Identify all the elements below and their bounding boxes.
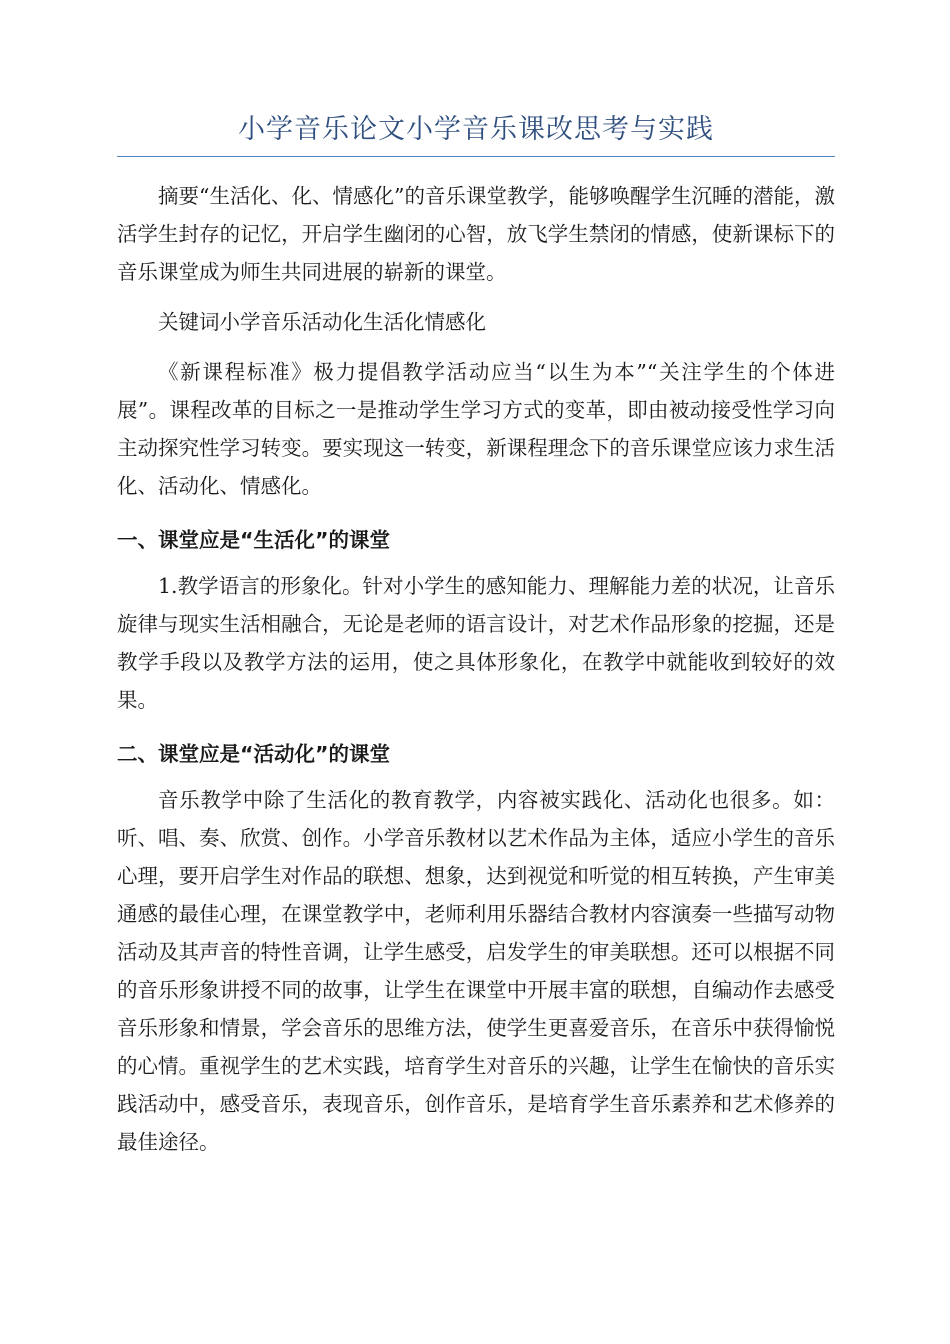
keywords-paragraph: 关键词小学音乐活动化生活化情感化 — [158, 310, 486, 334]
section-2-heading: 二、课堂应是“活动化”的课堂 — [117, 742, 390, 766]
intro-paragraph: 《新课程标准》极力提倡教学活动应当“以生为本”“关注学生的个体进展”。课程改革的目标之一是推动学生学习方式的变革，即由被动接受性学习向主动探究性学习转变。要实现这一转变，新课程理念下的音乐课堂应该力求生活化、活动化、情感化。 — [117, 360, 835, 498]
abstract-paragraph: 摘要“生活化、化、情感化”的音乐课堂教学，能够唤醒学生沉睡的潜能，激活学生封存的记忆，开启学生幽闭的心智，放飞学生禁闭的情感，使新课标下的音乐课堂成为师生共同进展的崭新的课堂。 — [117, 184, 835, 284]
section-1-heading: 一、课堂应是“生活化”的课堂 — [117, 528, 390, 552]
document-page — [117, 110, 835, 1161]
section-2-body: 音乐教学中除了生活化的教育教学，内容被实践化、活动化也很多。如：听、唱、奏、欣赏、创作。小学音乐教材以艺术作品为主体，适应小学生的音乐心理，要开启学生对作品的联想、想象，达到视觉和听觉的相互转换，产生审美通感的最佳心理，在课堂教学中，老师利用乐器结合教材内容演奏一些描写动物活动及其声音的特性音调，让学生感受，启发学生的审美联想。还可以根据不同的音乐形象讲授不同的故事，让学生在课堂中开展丰富的联想，自编动作去感受音乐形象和情景，学会音乐的思维方法，使学生更喜爱音乐，在音乐中获得愉悦的心情。重视学生的艺术实践，培育学生对音乐的兴趣，让学生在愉快的音乐实践活动中，感受音乐，表现音乐，创作音乐，是培育学生音乐素养和艺术修养的最佳途径。 — [117, 788, 835, 1154]
document-title: 小学音乐论文小学音乐课改思考与实践 — [117, 110, 835, 157]
section-1-body: 1.教学语言的形象化。针对小学生的感知能力、理解能力差的状况，让音乐旋律与现实生活相融合，无论是老师的语言设计，对艺术作品形象的挖掘，还是教学手段以及教学方法的运用，使之具体形象化，在教学中就能收到较好的效果。 — [117, 574, 835, 712]
